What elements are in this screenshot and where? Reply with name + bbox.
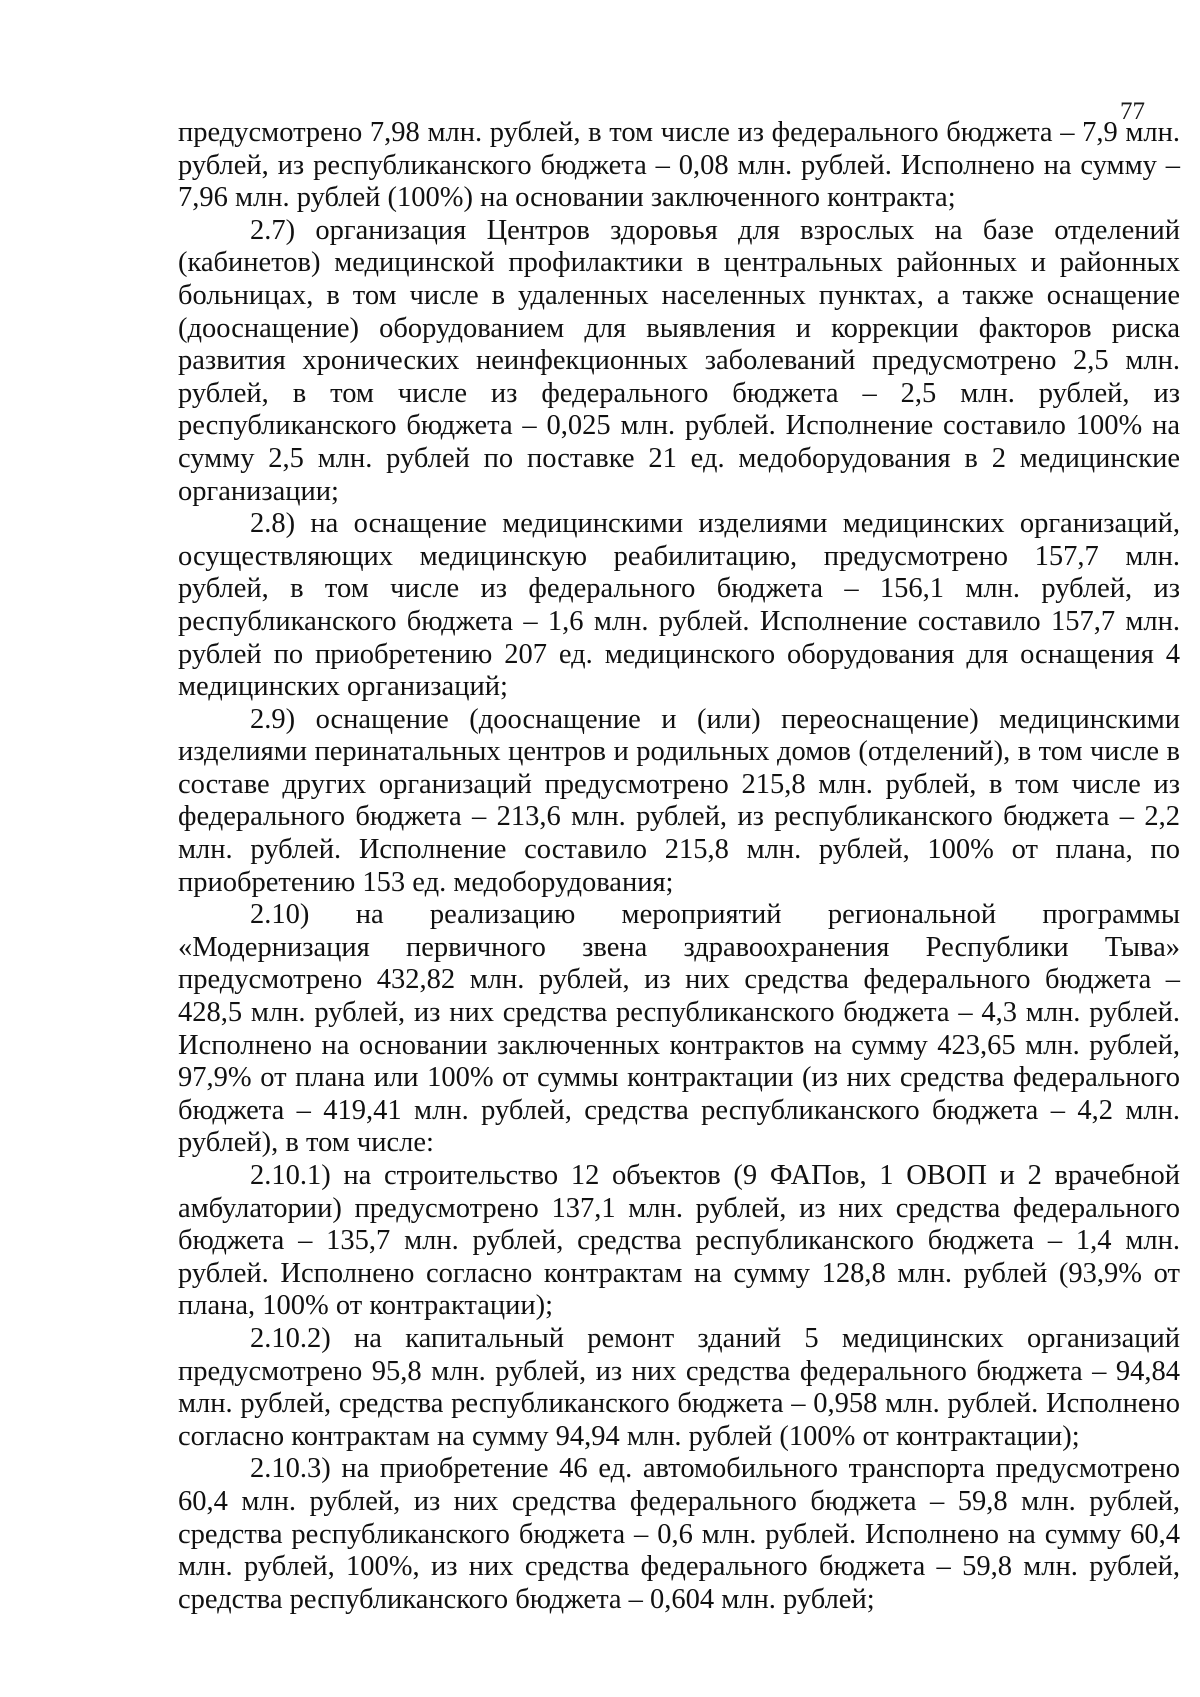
- paragraph-2-9: 2.9) оснащение (дооснащение и (или) переоснащение) медицинскими изделиями перинатальных центров и родильных домов (отделений), в том числе в составе других организаций предусмотрено 215,8 млн. рублей, в том числе из федерального бюджета – 213,6 млн. рублей, из республиканского бюджета – 2,2 млн. рублей. Исполнение составило 215,8 млн. рублей, 100% от плана, по приобретению 153 ед. медоборудования;: [178, 703, 1180, 898]
- paragraph-2-10-2: 2.10.2) на капитальный ремонт зданий 5 медицинских организаций предусмотрено 95,8 млн. рублей, из них средства федерального бюджета – 94,84 млн. рублей, средства республиканского бюджета – 0,958 млн. рублей. Исполнено согласно контрактам на сумму 94,94 млн. рублей (100% от контрактации);: [178, 1322, 1180, 1452]
- paragraph-continuation: предусмотрено 7,98 млн. рублей, в том числе из федерального бюджета – 7,9 млн. рублей, из республиканского бюджета – 0,08 млн. рублей. Исполнено на сумму – 7,96 млн. рублей (100%) на основании заключенного контракта;: [178, 117, 1180, 214]
- paragraph-2-10: 2.10) на реализацию мероприятий региональной программы «Модернизация первичного звена здравоохранения Республики Тыва» предусмотрено 432,82 млн. рублей, из них средства федерального бюджета – 428,5 млн. рублей, из них средства республиканского бюджета – 4,3 млн. рублей. Исполнено на основании заключенных контрактов на сумму 423,65 млн. рублей, 97,9% от плана или 100% от суммы контрактации (из них средства федерального бюджета – 419,41 млн. рублей, средства республиканского бюджета – 4,2 млн. рублей), в том числе:: [178, 899, 1180, 1159]
- paragraph-2-10-3: 2.10.3) на приобретение 46 ед. автомобильного транспорта предусмотрено 60,4 млн. рублей, из них средства федерального бюджета – 59,8 млн. рублей, средства республиканского бюджета – 0,6 млн. рублей. Исполнено на сумму 60,4 млн. рублей, 100%, из них средства федерального бюджета – 59,8 млн. рублей, средства республиканского бюджета – 0,604 млн. рублей;: [178, 1453, 1180, 1615]
- paragraph-2-8: 2.8) на оснащение медицинскими изделиями медицинских организаций, осуществляющих медицинскую реабилитацию, предусмотрено 157,7 млн. рублей, в том числе из федерального бюджета – 156,1 млн. рублей, из республиканского бюджета – 1,6 млн. рублей. Исполнение составило 157,7 млн. рублей по приобретению 207 ед. медицинского оборудования для оснащения 4 медицинских организаций;: [178, 508, 1180, 703]
- paragraph-2-7: 2.7) организация Центров здоровья для взрослых на базе отделений (кабинетов) медицинской профилактики в центральных районных и районных больницах, в том числе в удаленных населенных пунктах, а также оснащение (дооснащение) оборудованием для выявления и коррекции факторов риска развития хронических неинфекционных заболеваний предусмотрено 2,5 млн. рублей, в том числе из федерального бюджета – 2,5 млн. рублей, из республиканского бюджета – 0,025 млн. рублей. Исполнение составило 100% на сумму 2,5 млн. рублей по поставке 21 ед. медоборудования в 2 медицинские организации;: [178, 214, 1180, 507]
- document-body: [178, 117, 1180, 1616]
- paragraph-2-10-1: 2.10.1) на строительство 12 объектов (9 ФАПов, 1 ОВОП и 2 врачебной амбулатории) предусмотрено 137,1 млн. рублей, из них средства федерального бюджета – 135,7 млн. рублей, средства республиканского бюджета – 1,4 млн. рублей. Исполнено согласно контрактам на сумму 128,8 млн. рублей (93,9% от плана, 100% от контрактации);: [178, 1160, 1180, 1322]
- page-number: 77: [1120, 98, 1145, 125]
